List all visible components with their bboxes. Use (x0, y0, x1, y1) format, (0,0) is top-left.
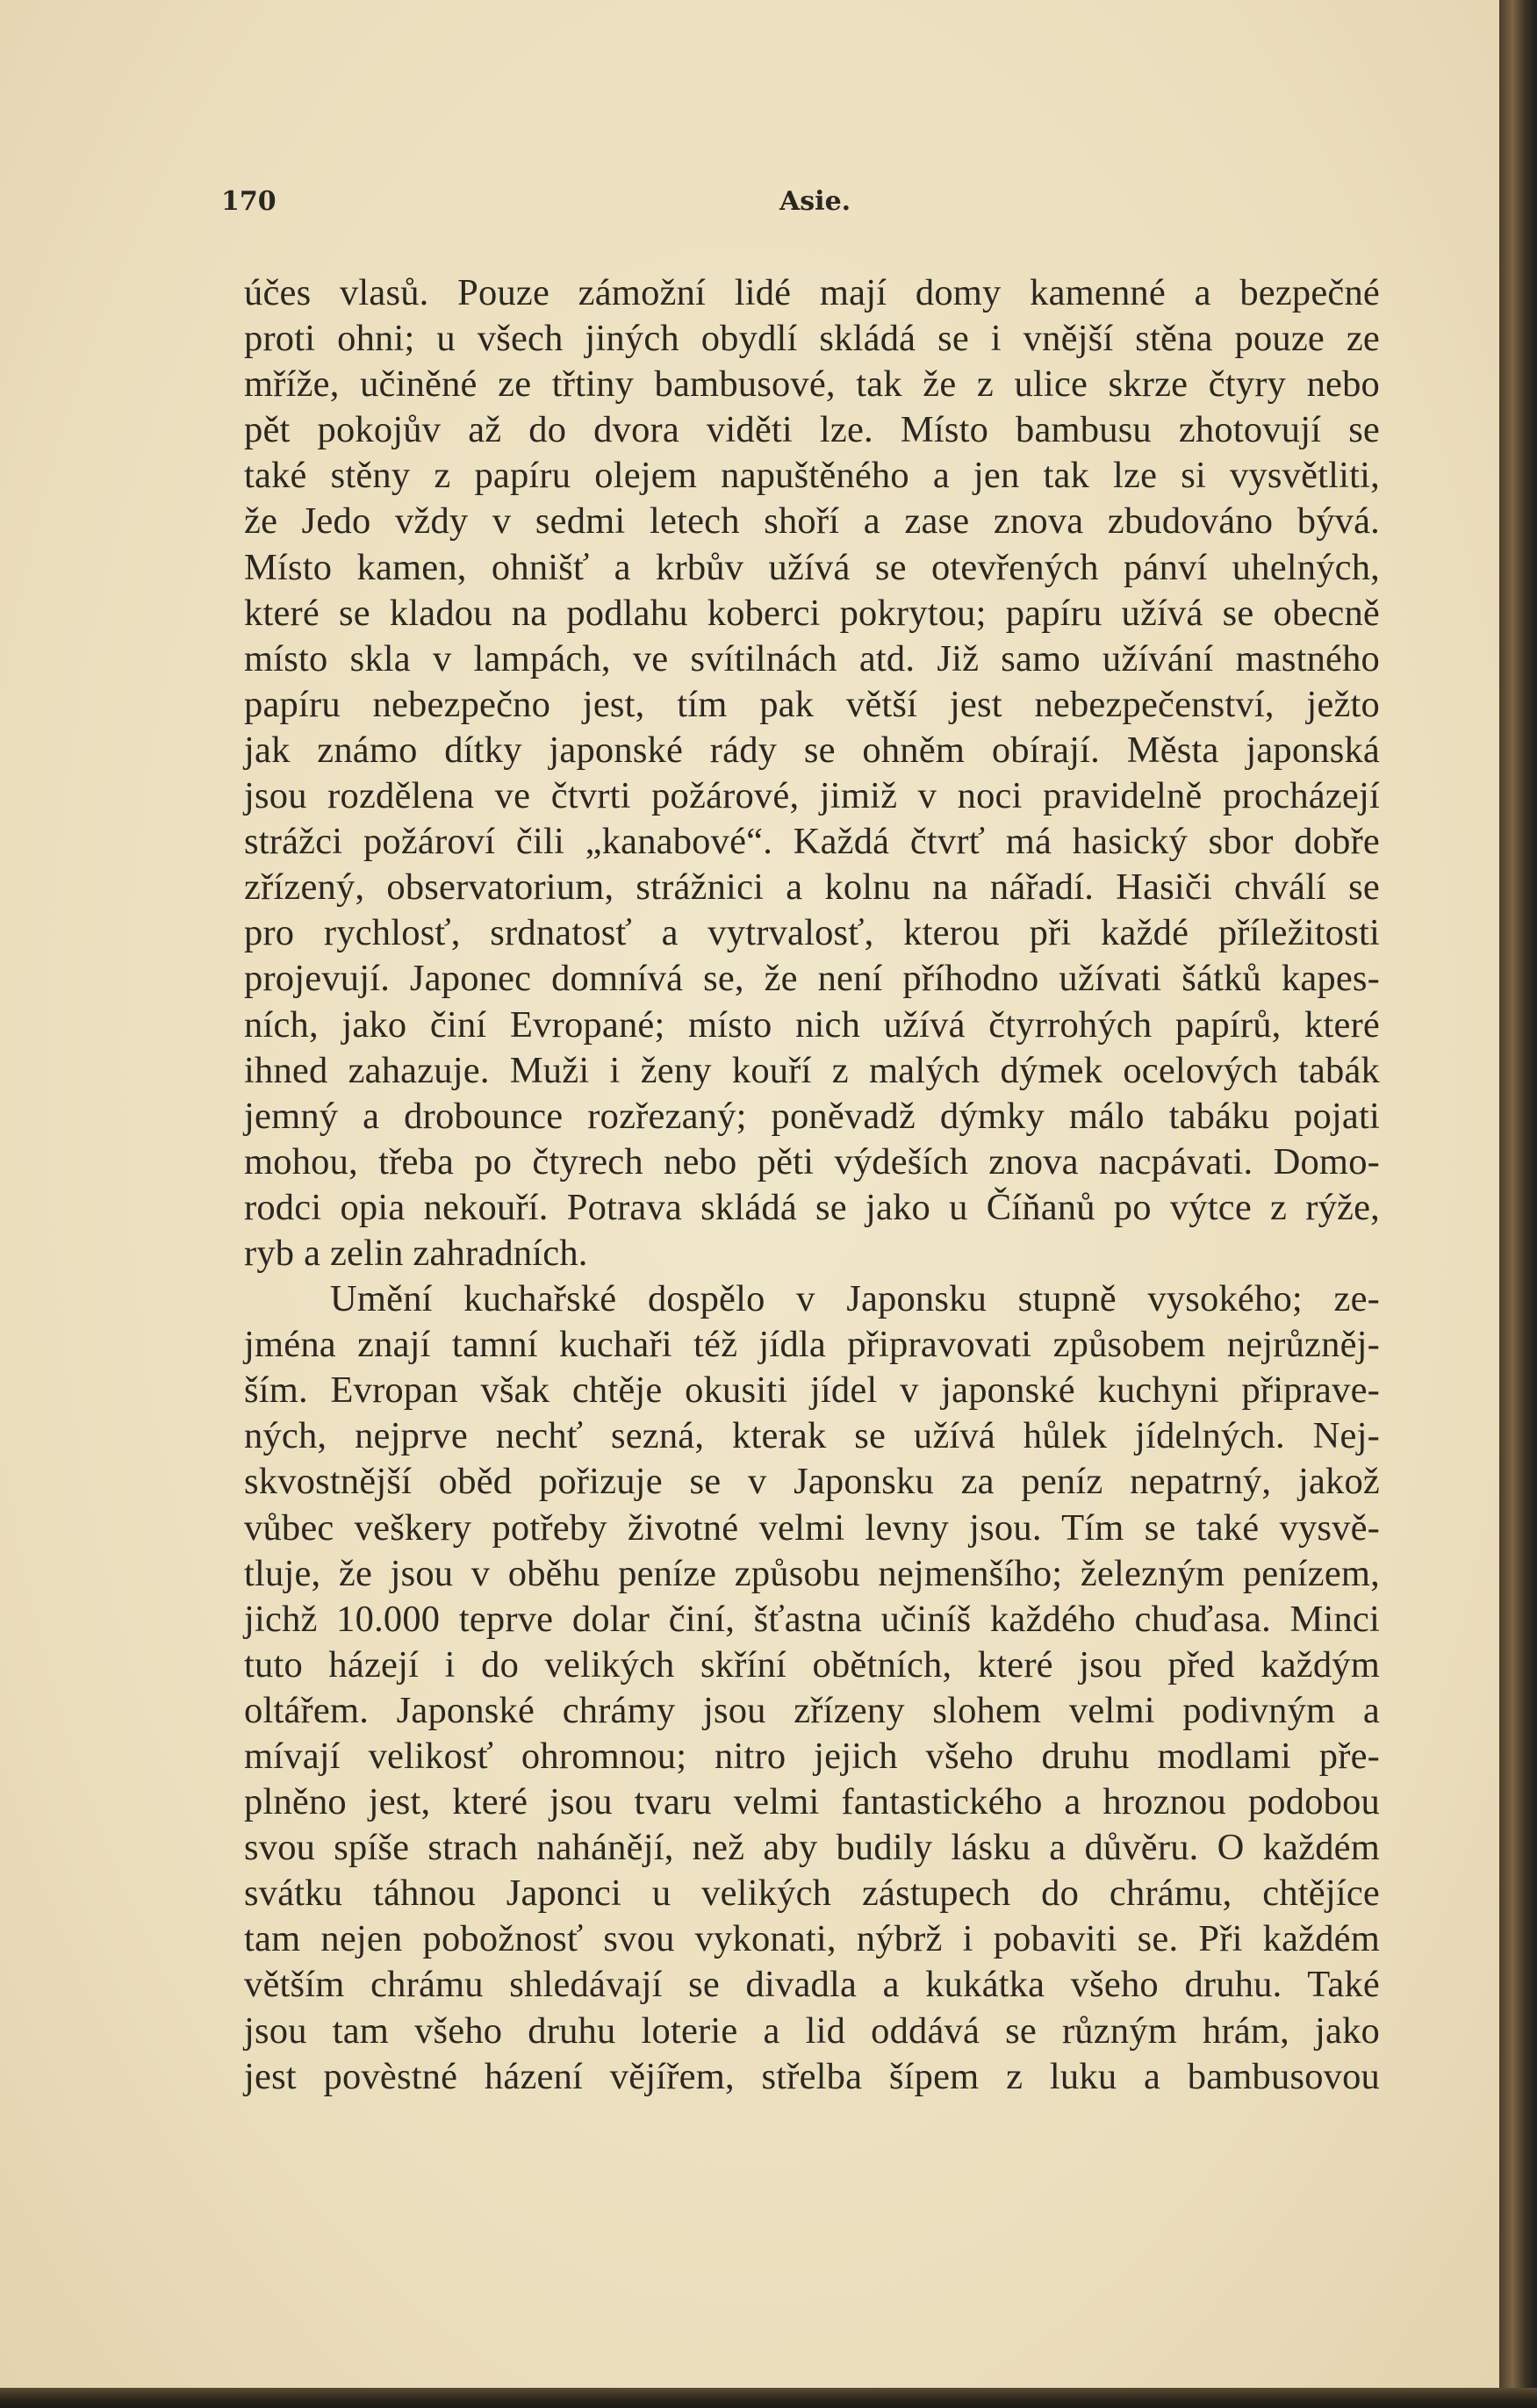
text-line: pro rychlosť, srdnatosť a vytrvalosť, kterou při každé příležitosti (244, 912, 1380, 954)
text-line: papíru nebezpečno jest, tím pak větší jest nebezpečenství, ježto (244, 683, 1380, 725)
text-line: jichž 10.000 teprve dolar činí, šťastna učiníš každého chuďasa. Minci (244, 1598, 1380, 1640)
text-line: vůbec veškery potřeby životné velmi levny jsou. Tím se také vysvě- (244, 1506, 1380, 1549)
body-text (244, 270, 1380, 2100)
running-head: Asie. (779, 186, 851, 217)
text-line: ných, nejprve nechť sezná, kterak se užívá hůlek jídelných. Nej- (244, 1415, 1380, 1457)
text-line: jak známo dítky japonské rády se ohněm obírají. Města japonská (244, 729, 1380, 771)
text-line: jest povèstné házení vějířem, střelba šípem z luku a bambusovou (244, 2055, 1380, 2097)
text-line: jsou rozdělena ve čtvrti požárové, jimiž v noci pravidelně procházejí (244, 775, 1380, 817)
page-number: 170 (221, 186, 277, 217)
text-line: účes vlasů. Pouze zámožní lidé mají domy kamenné a bezpečné (244, 272, 1380, 313)
text-line: ihned zahazuje. Muži i ženy kouří z malých dýmek ocelových tabák (244, 1049, 1380, 1091)
text-line: jsou tam všeho druhu loterie a lid oddává se různým hrám, jako (244, 2009, 1380, 2052)
text-line-paragraph-start: Umění kuchařské dospělo v Japonsku stupně vysokého; ze- (330, 1278, 1380, 1320)
text-line: skvostnější oběd pořizuje se v Japonsku za peníz nepatrný, jakož (244, 1461, 1380, 1503)
text-line: které se kladou na podlahu koberci pokrytou; papíru užívá se obecně (244, 592, 1380, 634)
text-line: pět pokojův až do dvora viděti lze. Místo bambusu zhotovují se (244, 409, 1380, 451)
text-line: zřízený, observatorium, strážnici a kolnu na nářadí. Hasiči chválí se (244, 866, 1380, 909)
text-line: svou spíše strach nahánějí, než aby budily lásku a důvěru. O každém (244, 1827, 1380, 1869)
text-line: místo skla v lampách, ve svítilnách atd. Již samo užívání mastného (244, 637, 1380, 679)
text-line: ních, jako činí Evropané; místo nich užívá čtyrrohých papírů, které (244, 1003, 1380, 1046)
text-line: také stěny z papíru olejem napuštěného a jen tak lze si vysvětliti, (244, 455, 1380, 497)
page-header (221, 186, 1380, 221)
text-line: mříže, učiněné ze třtiny bambusové, tak že z ulice skrze čtyry nebo (244, 363, 1380, 406)
text-line: jména znají tamní kuchaři též jídla připravovati způsobem nejrůzněj- (244, 1324, 1380, 1366)
text-line: tuto házejí i do velikých skříní obětních, které jsou před každým (244, 1643, 1380, 1686)
text-line: oltářem. Japonské chrámy jsou zřízeny slohem velmi podivným a (244, 1689, 1380, 1731)
page-bottom-shadow (0, 2388, 1537, 2408)
text-line: tluje, že jsou v oběhu peníze způsobu nejmenšího; železným penízem, (244, 1552, 1380, 1594)
text-line: jemný a drobounce rozřezaný; poněvadž dýmky málo tabáku pojati (244, 1095, 1380, 1137)
text-line: že Jedo vždy v sedmi letech shoří a zase znova zbudováno bývá. (244, 500, 1380, 543)
text-line: rodci opia nekouří. Potrava skládá se jako u Číňanů po výtce z rýže, (244, 1186, 1380, 1228)
text-line: mohou, třeba po čtyrech nebo pěti výdeších znova nacpávati. Domo- (244, 1140, 1380, 1182)
text-line: strážci požároví čili „kanabové“. Každá čtvrť má hasický sbor dobře (244, 821, 1380, 863)
text-line: svátku táhnou Japonci u velikých zástupech do chrámu, chtějíce (244, 1872, 1380, 1915)
text-line: větším chrámu shledávají se divadla a kukátka všeho druhu. Také (244, 1964, 1380, 2006)
text-line: ším. Evropan však chtěje okusiti jídel v japonské kuchyni připrave- (244, 1369, 1380, 1412)
text-line-paragraph-end: ryb a zelin zahradních. (244, 1232, 588, 1274)
text-line: mívají velikosť ohromnou; nitro jejich všeho druhu modlami pře- (244, 1736, 1380, 1777)
text-line: proti ohni; u všech jiných obydlí skládá se i vnější stěna pouze ze (244, 318, 1380, 360)
text-line: projevují. Japonec domnívá se, že není příhodno užívati šátků kapes- (244, 958, 1380, 1000)
text-line: tam nejen pobožnosť svou vykonati, nýbrž i pobaviti se. Při každém (244, 1918, 1380, 1960)
text-line: Místo kamen, ohnišť a krbův užívá se otevřených pánví uhelných, (244, 546, 1380, 588)
page-edge-shadow (1499, 0, 1537, 2408)
text-line: plněno jest, které jsou tvaru velmi fantastického a hroznou podobou (244, 1781, 1380, 1823)
